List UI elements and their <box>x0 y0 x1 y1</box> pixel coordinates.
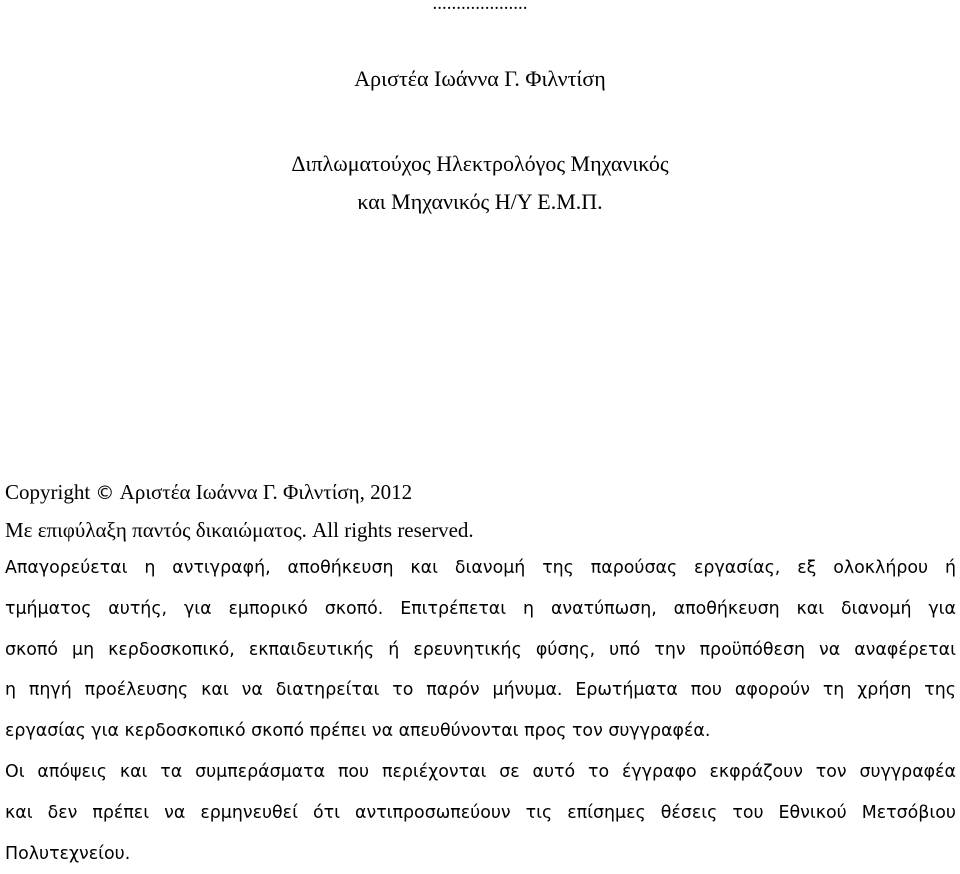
notice-line: Απαγορεύεται η αντιγραφή, αποθήκευση και διανομή της παρούσας εργασίας, εξ ολοκλήρου ή <box>5 558 956 578</box>
notice-line: η πηγή προέλευσης και να διατηρείται το παρόν μήνυμα. Ερωτήματα που αφορούν τη χρήση της <box>5 680 956 701</box>
notice-line: τμήματος αυτής, για εμπορικό σκοπό. Επιτρέπεται η ανατύπωση, αποθήκευση και διανομή για <box>5 598 956 619</box>
copyright-symbol-icon: © <box>95 482 115 504</box>
notice-line: εργασίας για κερδοσκοπικό σκοπό πρέπει να απευθύνονται προς τον συγγραφέα. <box>5 721 711 742</box>
rights-reserved-line: Με επιφύλαξη παντός δικαιώματος. All rights reserved. <box>5 518 474 542</box>
degree-line-2: και Μηχανικός Η/Υ Ε.Μ.Π. <box>357 189 603 214</box>
copyright-line <box>5 479 412 506</box>
copyright-holder: Αριστέα Ιωάννα Γ. Φιλντίση, 2012 <box>119 480 413 504</box>
disclaimer-line: Οι απόψεις και τα συμπεράσματα που περιέχονται σε αυτό το έγγραφο εκφράζουν τον συγγραφέα <box>5 762 956 782</box>
disclaimer-line: Πολυτεχνείου. <box>5 843 131 864</box>
copyright-label: Copyright <box>5 480 91 504</box>
notice-line: σκοπό μη κερδοσκοπικό, εκπαιδευτικής ή ερευνητικής φύσης, υπό την προϋπόθεση να αναφέρεται <box>5 639 956 660</box>
disclaimer-line: και δεν πρέπει να ερμηνευθεί ότι αντιπροσωπεύουν τις επίσημες θέσεις του Εθνικού Μετσόβιου <box>5 802 956 823</box>
author-name: Αριστέα Ιωάννα Γ. Φιλντίση <box>354 66 606 91</box>
signature-dots: .................... <box>432 0 528 14</box>
disclaimer-paragraph <box>5 752 956 874</box>
copying-notice-paragraph <box>5 548 956 752</box>
degree-line-1: Διπλωματούχος Ηλεκτρολόγος Μηχανικός <box>291 151 669 176</box>
